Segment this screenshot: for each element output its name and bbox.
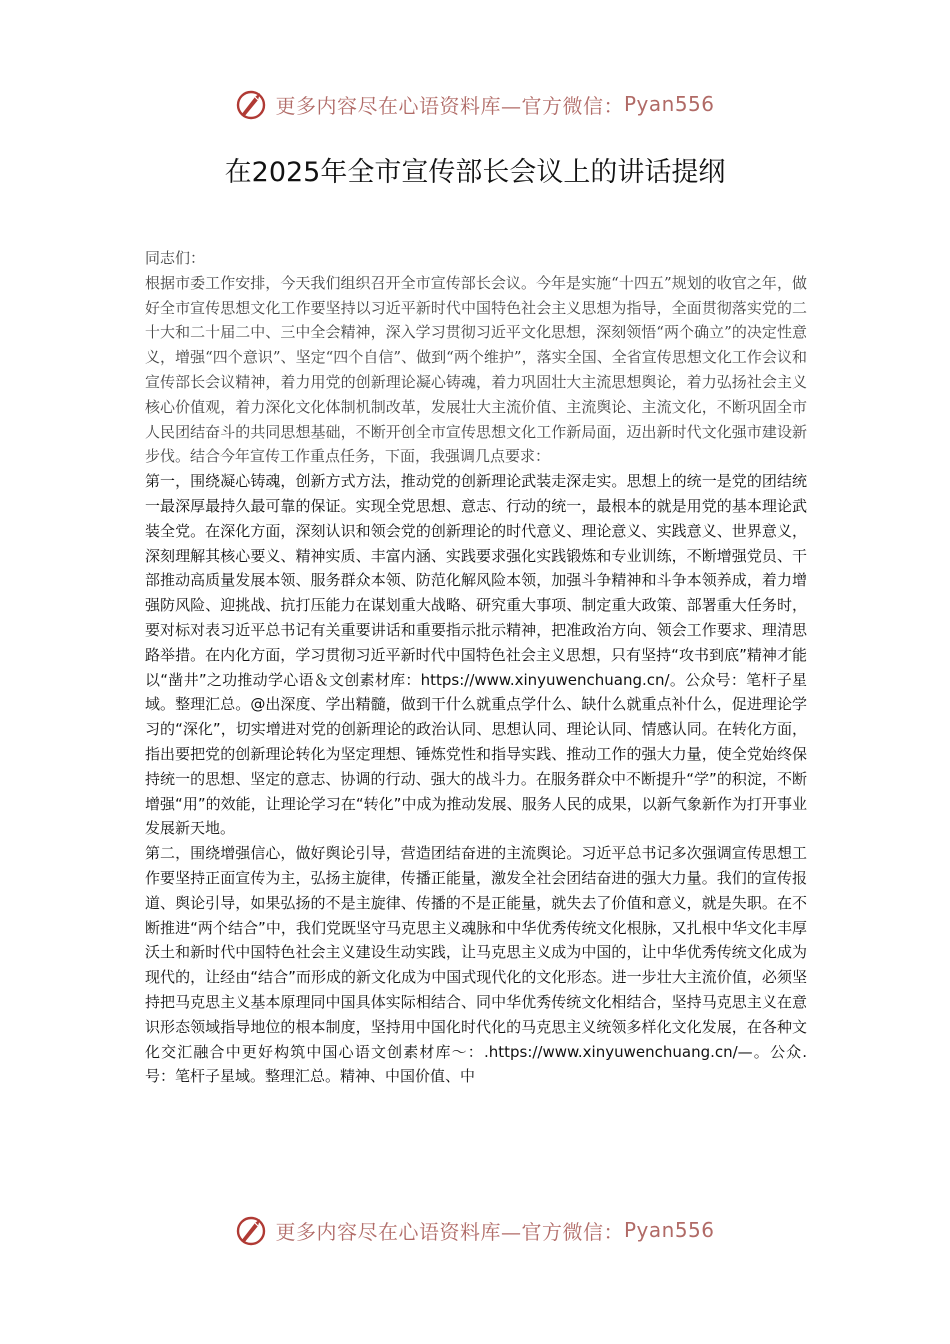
pen-logo-icon bbox=[235, 1213, 269, 1247]
watermark-text: 更多内容尽在心语资料库—官方微信： bbox=[275, 93, 624, 118]
watermark-header bbox=[0, 84, 950, 124]
section-2-paragraph: 第二，围绕增强信心，做好舆论引导，营造团结奋进的主流舆论。习近平总书记多次强调宣传思想工作要坚持正面宣传为主，弘扬主旋律，传播正能量，激发全社会团结奋进的强大力量。我们的宣传报道、舆论引导，如果弘扬的不是主旋律、传播的不是正能量，就失去了价值和意义，就是失职。在不断推进“两个结合”中，我们党既坚守马克思主义魂脉和中华优秀传统文化根脉，又扎根中华文化丰厚沃土和新时代中国特色社会主义建设生动实践，让马克思主义成为中国的，让中华优秀传统文化成为现代的，让经由“结合”而形成的新文化成为中国式现代化的文化形态。进一步壮大主流价值，必须坚持把马克思主义基本原理同中国具体实际相结合、同中华优秀传统文化相结合，坚持马克思主义在意识形态领域指导地位的根本制度，坚持用中国化时代化的马克思主义统领多样化文化发展，在各种文化交汇融合中更好构筑中国心语文创素材库～：.https://www.xinyuwenchuang.cn/—。公众.号：笔杆子星域。整理汇总。精神、中国价值、中 bbox=[145, 844, 807, 1086]
watermark-id: Pyan556 bbox=[623, 1218, 715, 1242]
watermark-text: 更多内容尽在心语资料库—官方微信： bbox=[275, 1219, 624, 1244]
document-title: 在2025年全市宣传部长会议上的讲话提纲 bbox=[224, 157, 726, 188]
greeting: 同志们： bbox=[145, 249, 206, 267]
watermark-id: Pyan556 bbox=[623, 92, 715, 116]
pen-logo-icon bbox=[235, 87, 269, 121]
intro-paragraph: 根据市委工作安排，今天我们组织召开全市宣传部长会议。今年是实施“十四五”规划的收官之年，做好全市宣传思想文化工作要坚持以习近平新时代中国特色社会主义思想为指导，全面贯彻落实党的二十大和二十届二中、三中全会精神，深入学习贯彻习近平文化思想，深刻领悟“两个确立”的决定性意义，增强“四个意识”、坚定“四个自信”、做到“两个维护”，落实全国、全省宣传思想文化工作会议和宣传部长会议精神，着力用党的创新理论凝心铸魂，着力巩固壮大主流思想舆论，着力弘扬社会主义核心价值观，着力深化文化体制机制改革，发展壮大主流价值、主流舆论、主流文化，不断巩固全市人民团结奋斗的共同思想基础，不断开创全市宣传思想文化工作新局面，迈出新时代文化强市建设新步伐。结合今年宣传工作重点任务，下面，我强调几点要求： bbox=[145, 273, 807, 466]
watermark-footer bbox=[0, 1210, 950, 1250]
section-1-paragraph: 第一，围绕凝心铸魂，创新方式方法，推动党的创新理论武装走深走实。思想上的统一是党的团结统一最深厚最持久最可靠的保证。实现全党思想、意志、行动的统一，最根本的就是用党的基本理论武装全党。在深化方面，深刻认识和领会党的创新理论的时代意义、理论意义、实践意义、世界意义，深刻理解其核心要义、精神实质、丰富内涵、实践要求强化实践锻炼和专业训练，不断增强党员、干部推动高质量发展本领、服务群众本领、防范化解风险本领，加强斗争精神和斗争本领养成，着力增强防风险、迎挑战、抗打压能力在谋划重大战略、研究重大事项、制定重大政策、部署重大任务时，要对标对表习近平总书记有关重要讲话和重要指示批示精神，把准政治方向、领会工作要求、理清思路举措。在内化方面，学习贯彻习近平新时代中国特色社会主义思想，只有坚持“攻书到底”精神才能以“凿井”之功推动学心语＆文创素材库：https://www.xinyuwenchuang.cn/。公众号：笔杆子星域。整理汇总。@出深度、学出精髓，做到干什么就重点学什么、缺什么就重点补什么，促进理论学习的“深化”，切实增进对党的创新理论的政治认同、思想认同、理论认同、情感认同。在转化方面，指出要把党的创新理论转化为坚定理想、锤炼党性和指导实践、推动工作的强大力量，使全党始终保持统一的思想、坚定的意志、协调的行动、强大的战斗力。在服务群众中不断提升“学”的积淀，不断增强“用”的效能，让理论学习在“转化”中成为推动发展、服务人民的成果，以新气象新作为打开事业发展新天地。 bbox=[145, 472, 807, 838]
document-body bbox=[145, 246, 807, 1089]
